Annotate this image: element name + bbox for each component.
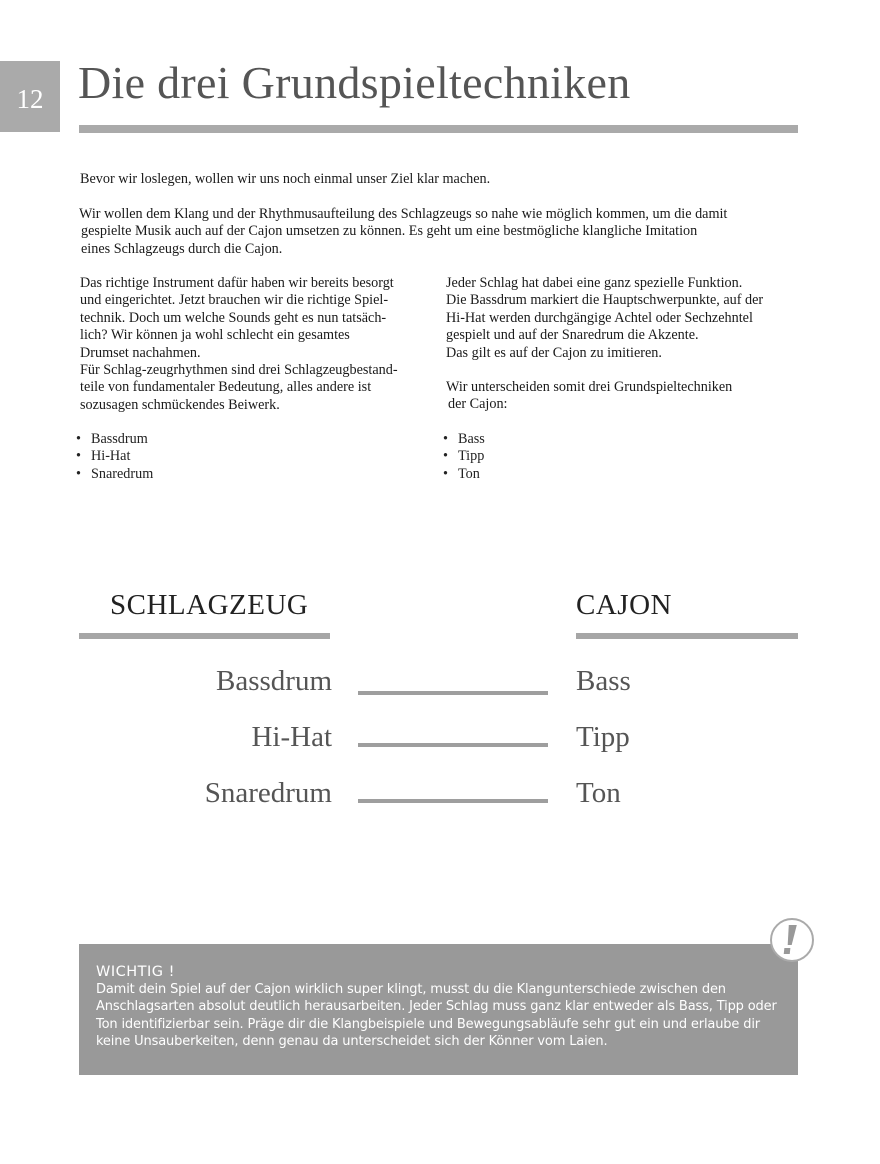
schlagzeug-underline — [79, 633, 330, 639]
cajon-label-bass: Bass — [576, 665, 631, 697]
drum-label-bassdrum: Bassdrum — [216, 665, 332, 697]
left-column-text — [80, 275, 398, 414]
text-line: Wir unterscheiden somit drei Grundspieltechniken — [446, 379, 733, 395]
cajon-underline — [576, 633, 798, 639]
text-line: Hi-Hat werden durchgängige Achtel oder Sechzehntel — [446, 309, 753, 326]
intro-paragraph — [79, 206, 727, 258]
text-line: Anschlagsarten absolut deutlich herausarbeiten. Jeder Schlag muss ganz klar entweder als Bass, Tipp oder — [96, 999, 777, 1015]
title-underline — [79, 125, 798, 133]
text-line: Drumset nachahmen. — [80, 344, 201, 361]
text-line: Das richtige Instrument dafür haben wir bereits besorgt — [80, 275, 394, 291]
text-line: der Cajon: — [448, 396, 508, 413]
text-line: eines Schlagzeugs durch die Cajon. — [81, 240, 283, 257]
left-bullet-list — [76, 431, 153, 483]
connector-line — [358, 799, 548, 803]
text-line: technik. Doch um welche Sounds geht es nun tatsäch- — [80, 309, 387, 326]
exclamation-icon — [770, 918, 814, 962]
right-column-text-2 — [446, 379, 732, 414]
text-line: und eingerichtet. Jetzt brauchen wir die richtige Spiel- — [80, 292, 389, 309]
schlagzeug-heading: SCHLAGZEUG — [110, 589, 309, 621]
page-title: Die drei Grundspieltechniken — [78, 57, 631, 108]
important-notice-box — [79, 944, 798, 1075]
text-line: keine Unsauberkeiten, denn genau da unterscheidet sich der Könner vom Laien. — [96, 1034, 608, 1050]
notice-body — [96, 981, 781, 1051]
right-column-text — [446, 275, 763, 362]
text-line: lich? Wir können ja wohl schlecht ein gesamtes — [80, 327, 350, 344]
text-line: Das gilt es auf der Cajon zu imitieren. — [446, 344, 662, 361]
text-line: Jeder Schlag hat dabei eine ganz spezielle Funktion. — [446, 275, 743, 291]
connector-line — [358, 691, 548, 695]
list-item: • Bassdrum — [76, 431, 153, 448]
cajon-label-ton: Ton — [576, 777, 621, 809]
page-number: 12 — [16, 84, 44, 114]
text-line: sozusagen schmückendes Beiwerk. — [80, 396, 280, 413]
drum-label-snaredrum: Snaredrum — [204, 777, 332, 809]
cajon-label-tipp: Tipp — [576, 721, 630, 753]
connector-line — [358, 743, 548, 747]
text-line: teile von fundamentaler Bedeutung, alles andere ist — [80, 379, 372, 396]
list-item: • Ton — [443, 466, 485, 483]
drum-label-hihat: Hi-Hat — [251, 721, 332, 753]
text-line: Wir wollen dem Klang und der Rhythmusaufteilung des Schlagzeugs so nahe wie möglich kommen, um die damit — [79, 206, 728, 222]
notice-title: WICHTIG ! — [96, 964, 175, 980]
list-item: • Tipp — [443, 448, 485, 465]
text-line: Die Bassdrum markiert die Hauptschwerpunkte, auf der — [446, 292, 764, 309]
text-line: Für Schlag-zeugrhythmen sind drei Schlagzeugbestand- — [80, 362, 398, 379]
page-number-badge — [0, 61, 60, 132]
list-item: • Bass — [443, 431, 485, 448]
text-line: Damit dein Spiel auf der Cajon wirklich super klingt, musst du die Klangunterschiede zwischen den — [96, 982, 726, 997]
list-item: • Snaredrum — [76, 466, 153, 483]
cajon-heading: CAJON — [576, 589, 672, 621]
intro-lead: Bevor wir loslegen, wollen wir uns noch einmal unser Ziel klar machen. — [80, 171, 491, 187]
right-bullet-list — [443, 431, 485, 483]
list-item: • Hi-Hat — [76, 448, 153, 465]
text-line: Ton identifizierbar sein. Präge dir die Klangbeispiele und Bewegungsabläufe sehr gut ein und erlaube dir — [96, 1016, 760, 1032]
text-line: gespielt und auf der Snaredrum die Akzente. — [446, 327, 699, 344]
text-line: gespielte Musik auch auf der Cajon umsetzen zu können. Es geht um eine bestmögliche klangliche Imitation — [81, 223, 698, 240]
